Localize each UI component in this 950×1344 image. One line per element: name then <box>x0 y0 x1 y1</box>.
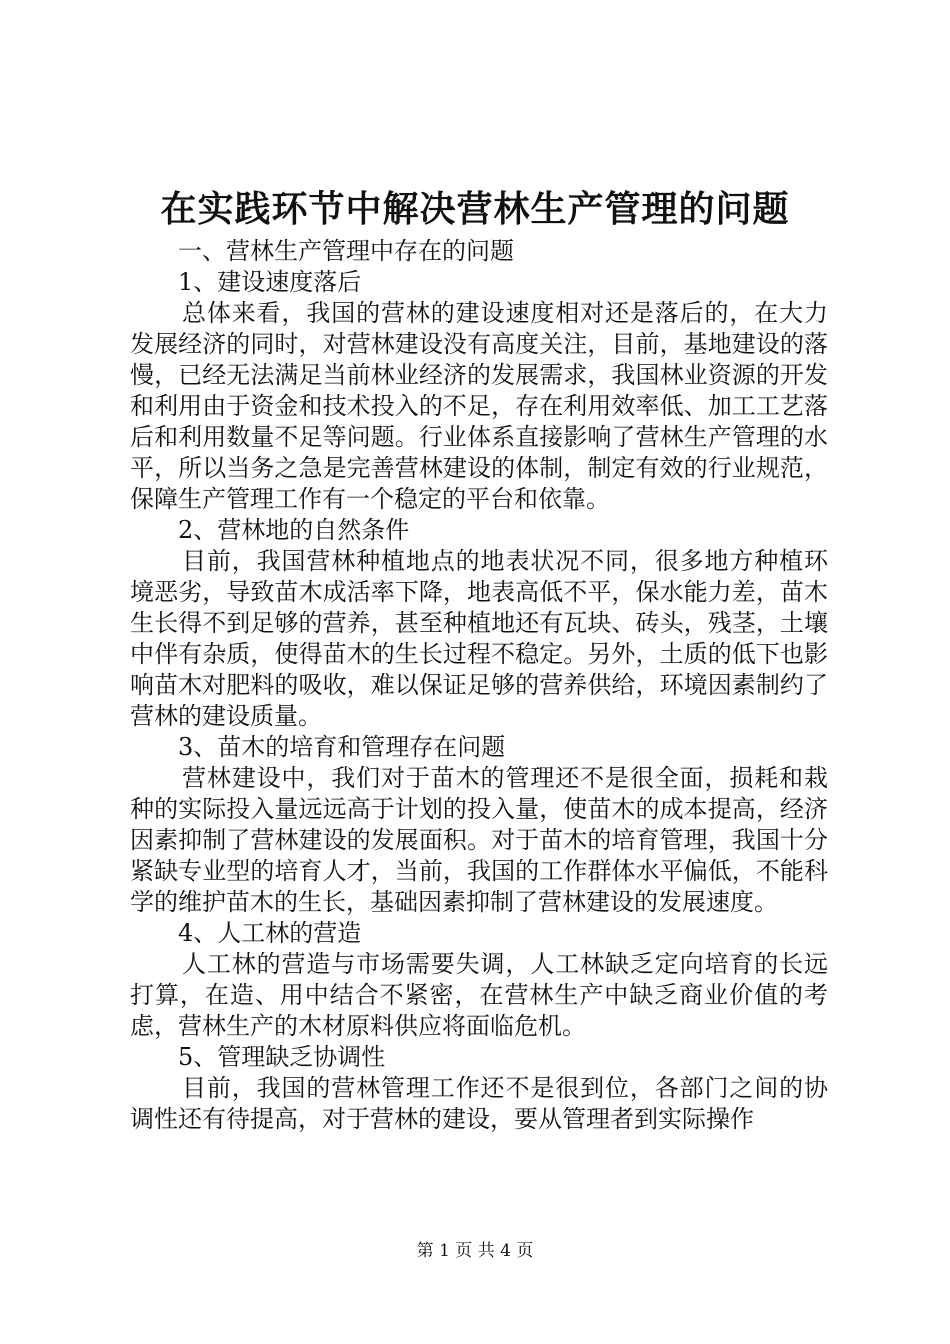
body-paragraph: 目前，我国营林种植地点的地表状况不同，很多地方种植环境恶劣，导致苗木成活率下降，地表高低不平，保水能力差，苗木生长得不到足够的营养，甚至种植地还有瓦块、砖头，残茎，土壤中伴有杂质，使得苗木的生长过程不稳定。另外，土质的低下也影响苗木对肥料的吸收，难以保证足够的营养供给，环境因素制约了营林的建设质量。 <box>130 547 828 730</box>
section-heading: 一、营林生产管理中存在的问题 <box>178 237 514 265</box>
subsection-heading: 4、人工林的营造 <box>178 919 362 947</box>
document-title: 在实践环节中解决营林生产管理的问题 <box>160 188 790 230</box>
page-number-footer: 第 1 页 共 4 页 <box>416 1241 534 1261</box>
subsection-heading: 1、建设速度落后 <box>178 268 362 296</box>
body-paragraph: 目前，我国的营林管理工作还不是很到位，各部门之间的协调性还有待提高，对于营林的建设，要从管理者到实际操作 <box>130 1074 828 1133</box>
document-body <box>130 236 828 1135</box>
subsection-heading: 3、苗木的培育和管理存在问题 <box>178 733 506 761</box>
body-paragraph: 总体来看，我国的营林的建设速度相对还是落后的，在大力发展经济的同时，对营林建设没有高度关注，目前，基地建设的落慢，已经无法满足当前林业经济的发展需求，我国林业资源的开发和利用由于资金和技术投入的不足，存在利用效率低、加工工艺落后和利用数量不足等问题。行业体系直接影响了营林生产管理的水平，所以当务之急是完善营林建设的体制，制定有效的行业规范，保障生产管理工作有一个稳定的平台和依靠。 <box>130 299 828 513</box>
body-paragraph: 人工林的营造与市场需要失调，人工林缺乏定向培育的长远打算，在造、用中结合不紧密，在营林生产中缺乏商业价值的考虑，营林生产的木材原料供应将面临危机。 <box>130 950 828 1040</box>
subsection-heading: 2、营林地的自然条件 <box>178 516 410 544</box>
body-paragraph: 营林建设中，我们对于苗木的管理还不是很全面，损耗和栽种的实际投入量远远高于计划的投入量，使苗木的成本提高，经济因素抑制了营林建设的发展面积。对于苗木的培育管理，我国十分紧缺专业型的培育人才，当前，我国的工作群体水平偏低，不能科学的维护苗木的生长，基础因素抑制了营林建设的发展速度。 <box>130 764 828 916</box>
subsection-heading: 5、管理缺乏协调性 <box>178 1043 386 1071</box>
